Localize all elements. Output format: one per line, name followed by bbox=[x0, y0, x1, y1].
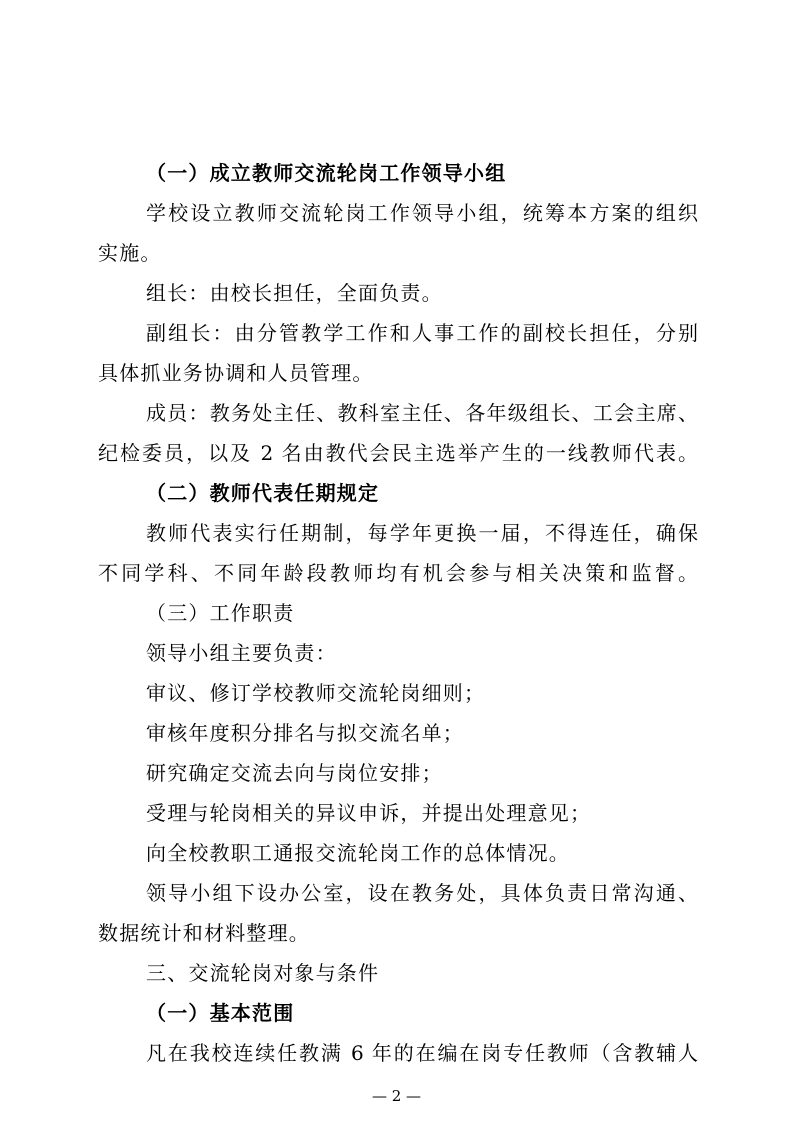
paragraph-line: 成员：教务处主任、教科室主任、各年级组长、工会主席、 bbox=[146, 401, 698, 425]
section-heading-eligibility: 三、交流轮岗对象与条件 bbox=[146, 961, 380, 985]
paragraph-line: 具体抓业务协调和人员管理。 bbox=[98, 361, 374, 385]
paragraph-line: 实施。 bbox=[98, 241, 162, 265]
list-item: 审核年度积分排名与拟交流名单； bbox=[146, 721, 464, 745]
paragraph-line: 领导小组下设办公室，设在教务处，具体负责日常沟通、 bbox=[146, 881, 698, 905]
list-item: 向全校教职工通报交流轮岗工作的总体情况。 bbox=[146, 841, 570, 865]
paragraph-line: 副组长：由分管教学工作和人事工作的副校长担任，分别 bbox=[146, 321, 698, 345]
paragraph-line: 组长：由校长担任，全面负责。 bbox=[146, 281, 443, 305]
paragraph-line: 纪检委员，以及 2 名由教代会民主选举产生的一线教师代表。 bbox=[98, 441, 698, 465]
list-item: 研究确定交流去向与岗位安排； bbox=[146, 761, 443, 785]
list-item: 受理与轮岗相关的异议申诉，并提出处理意见； bbox=[146, 801, 592, 825]
page-number: — 2 — bbox=[371, 1087, 422, 1105]
list-item: 审议、修订学校教师交流轮岗细则； bbox=[146, 681, 486, 705]
section-heading-duties: （三）工作职责 bbox=[146, 601, 295, 625]
paragraph-line: 数据统计和材料整理。 bbox=[98, 921, 310, 945]
section-heading-basic-scope: （一）基本范围 bbox=[146, 1001, 295, 1025]
paragraph-line: 领导小组主要负责： bbox=[146, 641, 337, 665]
paragraph-line: 凡在我校连续任教满 6 年的在编在岗专任教师（含教辅人 bbox=[146, 1041, 698, 1065]
paragraph-line: 教师代表实行任期制，每学年更换一届，不得连任，确保 bbox=[146, 521, 698, 545]
section-heading-term-rules: （二）教师代表任期规定 bbox=[146, 481, 380, 505]
section-heading-leadership-group: （一）成立教师交流轮岗工作领导小组 bbox=[146, 161, 507, 185]
paragraph-line: 不同学科、不同年龄段教师均有机会参与相关决策和监督。 bbox=[98, 561, 698, 585]
paragraph-line: 学校设立教师交流轮岗工作领导小组，统筹本方案的组织 bbox=[146, 201, 698, 225]
